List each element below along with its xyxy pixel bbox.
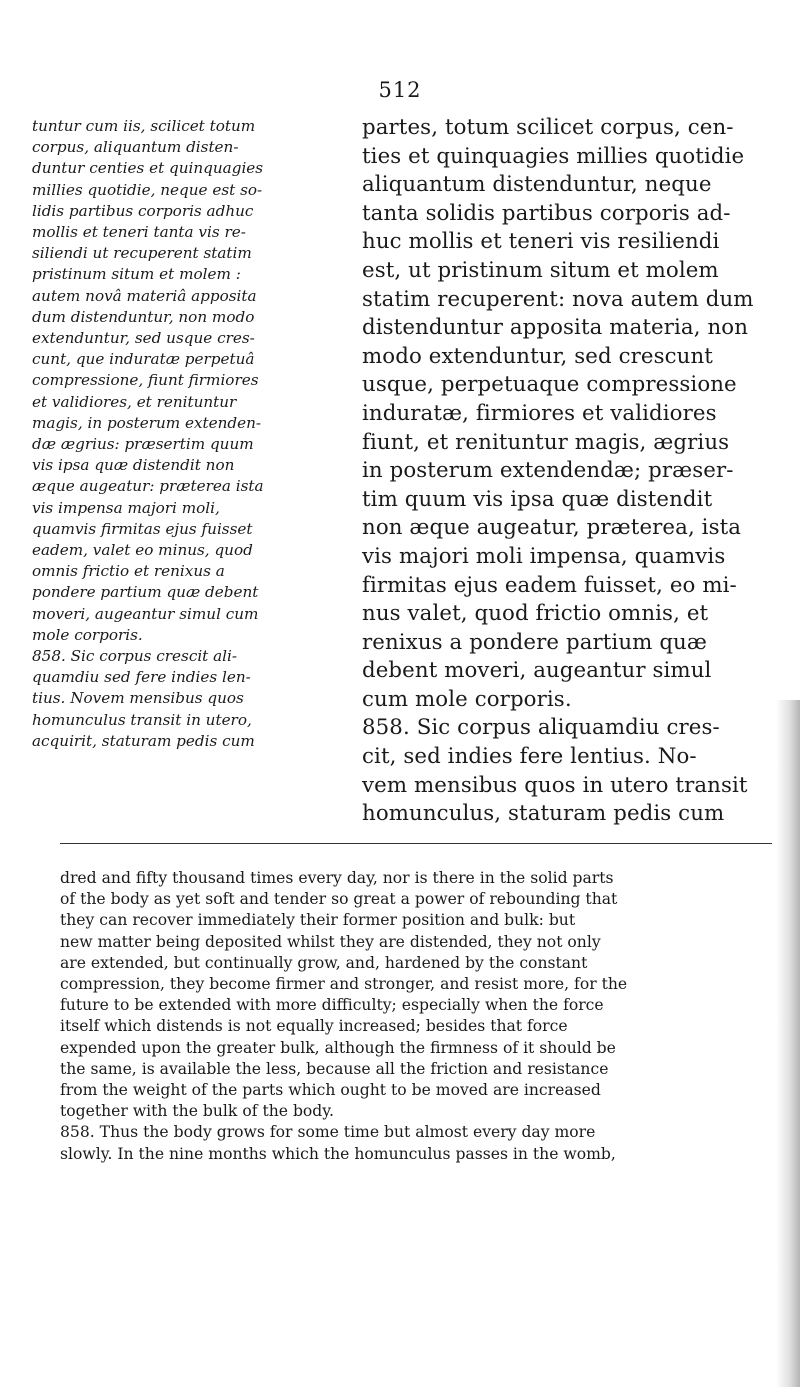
latin-main-line: statim recuperent: nova autem dum: [362, 286, 754, 312]
latin-notes-line: homunculus transit in utero,: [32, 710, 252, 729]
latin-main-line: tanta solidis partibus corporis ad-: [362, 200, 731, 226]
translation-line: itself which distends is not equally increased; besides that force: [60, 1017, 568, 1036]
latin-main-line: debent moveri, augeantur simul: [362, 658, 712, 684]
latin-notes-line: duntur centies et quinquagies: [32, 159, 264, 178]
latin-notes-line: et validiores, et renituntur: [32, 392, 237, 411]
latin-notes-line: pondere partium quæ debent: [32, 583, 259, 602]
translation-line: 858. Thus the body grows for some time but almost every day more: [60, 1123, 596, 1142]
latin-notes-line: 858. Sic corpus crescit ali-: [32, 647, 238, 666]
latin-notes-line: tuntur cum iis, scilicet totum: [32, 117, 256, 135]
latin-notes-line: mollis et teneri tanta vis re-: [32, 223, 246, 242]
translation-line: they can recover immediately their former position and bulk: but: [60, 911, 576, 930]
latin-notes-line: acquirit, staturam pedis cum: [32, 731, 255, 750]
latin-notes-line: magis, in posterum extenden-: [32, 413, 262, 432]
latin-main-line: non æque augeatur, præterea, ista: [362, 515, 742, 541]
latin-notes-line: millies quotidie, neque est so-: [32, 180, 263, 199]
latin-main-line: aliquantum distenduntur, neque: [362, 172, 712, 198]
latin-notes-column: [32, 116, 352, 752]
latin-main-line: firmitas ejus eadem fuisset, eo mi-: [362, 572, 737, 598]
latin-main-line: ties et quinquagies millies quotidie: [362, 143, 745, 169]
translation-line: slowly. In the nine months which the homunculus passes in the womb,: [60, 1144, 616, 1163]
latin-main-line: in posterum extendendæ; præser-: [362, 458, 734, 484]
translation-line: expended upon the greater bulk, although the firmness of it should be: [60, 1038, 616, 1057]
latin-notes-line: compressione, fiunt firmiores: [32, 371, 259, 390]
latin-main-line: homunculus, staturam pedis cum: [362, 801, 725, 827]
translation-line: the same, is available the less, because all the friction and resistance: [60, 1059, 609, 1078]
latin-notes-line: dæ ægrius: præsertim quum: [32, 435, 254, 454]
latin-notes-line: dum distenduntur, non modo: [32, 307, 255, 326]
latin-notes-line: corpus, aliquantum disten-: [32, 138, 239, 157]
latin-notes-line: moveri, augeantur simul cum: [32, 604, 259, 623]
latin-notes-line: omnis frictio et renixus a: [32, 562, 225, 581]
translation-line: from the weight of the parts which ought to be moved are increased: [60, 1081, 601, 1100]
translation-line: together with the bulk of the body.: [60, 1102, 334, 1121]
latin-main-line: partes, totum scilicet corpus, cen-: [362, 115, 734, 140]
latin-notes-line: autem novâ materiâ apposita: [32, 286, 257, 305]
latin-notes-line: vis ipsa quæ distendit non: [32, 456, 235, 475]
latin-main-line: 858. Sic corpus aliquamdiu cres-: [362, 715, 720, 741]
translation-line: are extended, but continually grow, and, hardened by the constant: [60, 953, 588, 972]
latin-main-line: cit, sed indies fere lentius. No-: [362, 744, 697, 770]
latin-notes-line: pristinum situm et molem :: [32, 265, 241, 284]
latin-notes-line: extenduntur, sed usque cres-: [32, 329, 255, 348]
latin-main-line: modo extenduntur, sed crescunt: [362, 343, 713, 369]
footnote-divider: [60, 843, 772, 844]
latin-main-line: nus valet, quod frictio omnis, et: [362, 601, 709, 627]
page-edge-shadow: [776, 700, 800, 1387]
latin-main-line: distenduntur apposita materia, non: [362, 315, 749, 341]
latin-main-line: renixus a pondere partium quæ: [362, 629, 707, 655]
latin-notes-line: quamdiu sed fere indies len-: [32, 668, 251, 687]
latin-main-line: cum mole corporis.: [362, 686, 572, 712]
latin-main-line: est, ut pristinum situm et molem: [362, 257, 719, 283]
latin-main-line: tim quum vis ipsa quæ distendit: [362, 486, 713, 512]
translation-line: compression, they become firmer and stronger, and resist more, for the: [60, 975, 628, 994]
english-translation: [60, 868, 780, 1165]
latin-main-line: usque, perpetuaque compressione: [362, 372, 737, 398]
page-number: 512: [378, 78, 422, 102]
latin-notes-line: tius. Novem mensibus quos: [32, 689, 244, 708]
translation-line: of the body as yet soft and tender so great a power of rebounding that: [60, 890, 618, 909]
latin-notes-line: æque augeatur: præterea ista: [32, 477, 264, 496]
translation-line: dred and fifty thousand times every day, nor is there in the solid parts: [60, 869, 614, 887]
latin-notes-line: siliendi ut recuperent statim: [32, 244, 252, 263]
latin-notes-line: eadem, valet eo minus, quod: [32, 541, 253, 560]
latin-notes-line: lidis partibus corporis adhuc: [32, 201, 254, 220]
latin-main-line: vem mensibus quos in utero transit: [362, 772, 748, 798]
latin-main-column: [362, 114, 782, 829]
latin-notes-line: mole corporis.: [32, 625, 143, 644]
translation-line: new matter being deposited whilst they are distended, they not only: [60, 932, 601, 951]
latin-notes-line: vis impensa majori moli,: [32, 498, 220, 517]
latin-main-line: fiunt, et renituntur magis, ægrius: [362, 429, 730, 455]
latin-main-line: huc mollis et teneri vis resiliendi: [362, 229, 720, 255]
latin-notes-line: quamvis firmitas ejus fuisset: [32, 519, 253, 538]
translation-line: future to be extended with more difficulty; especially when the force: [60, 996, 604, 1015]
latin-notes-line: cunt, que induratæ perpetuâ: [32, 350, 255, 369]
latin-main-line: vis majori moli impensa, quamvis: [362, 543, 726, 569]
latin-main-line: induratæ, firmiores et validiores: [362, 400, 717, 426]
